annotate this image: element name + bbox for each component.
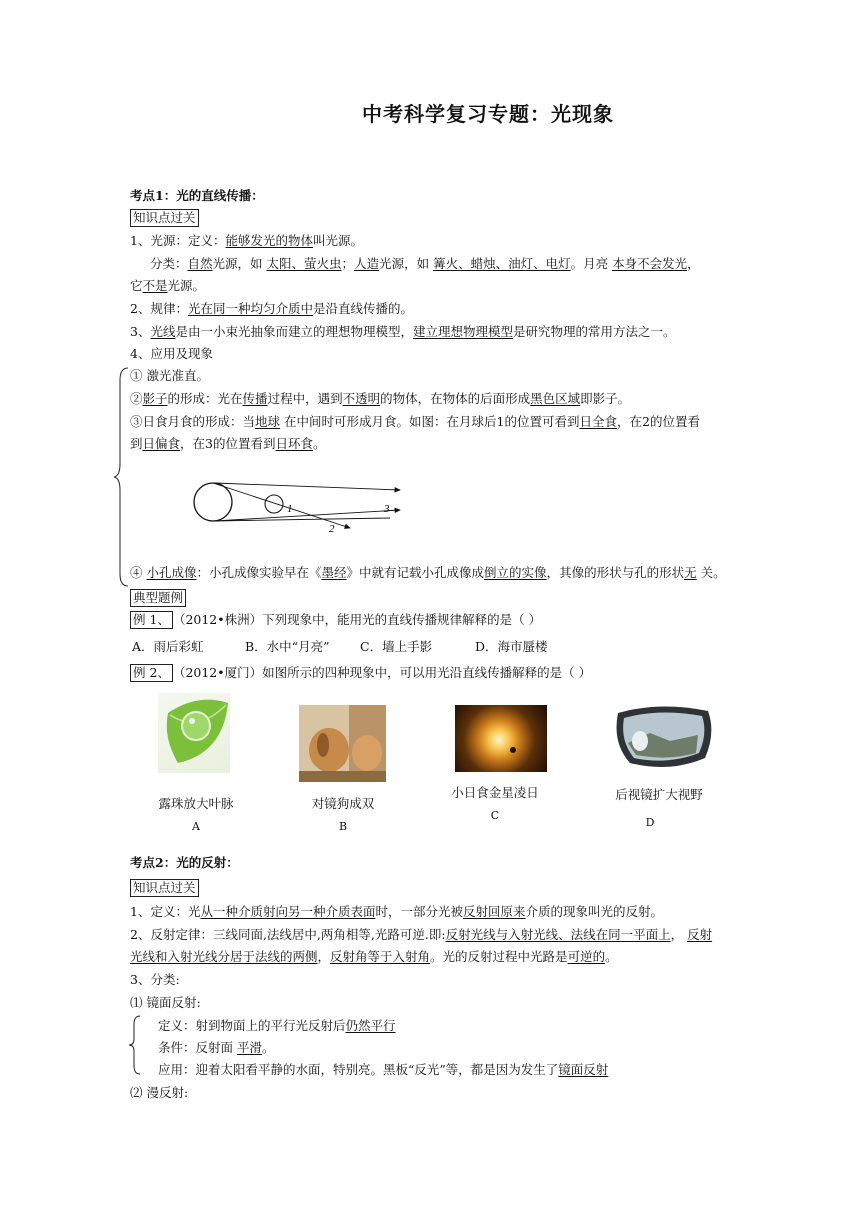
line-rule: 2、规律：光在同一种均匀介质中是沿直线传播的。: [130, 301, 413, 316]
option-b: B．水中“月亮”: [245, 639, 330, 654]
reflection-law: 2、反射定律：三线同面,法线居中,两角相等,光路可逆.即:反射光线与入射光线、法线在同一平面上， 反射: [130, 927, 713, 942]
left-brace-2: [128, 1014, 142, 1076]
reflection-law-cont: 光线和入射光线分居于法线的两侧，反射角等于入射角。光的反射过程中光路是可逆的。: [130, 949, 618, 964]
knowledge-box-label: 知识点过关: [130, 209, 199, 227]
app-shadow: ②影子的形成：光在传播过程中，遇到不透明的物体，在物体的后面形成黑色区域即影子。: [130, 391, 631, 406]
image-solar-transit: [455, 705, 547, 772]
section-2-heading: 考点2：光的反射：: [130, 855, 239, 870]
app-eclipse: ③日食月食的形成：当地球 在中间时可形成月食。如图：在月球后1的位置可看到日全食，在2的位置看: [130, 414, 700, 429]
caption-b: 对镜狗成双: [311, 796, 375, 811]
diffuse-heading: ⑵ 漫反射:: [130, 1085, 189, 1100]
app-pinhole: ④ 小孔成像：小孔成像实验早在《墨经》中就有记载小孔成像成倒立的实像，其像的形状与孔的形状无 关。: [130, 565, 726, 580]
specular-def: 定义：射到物面上的平行光反射后仍然平行: [158, 1018, 396, 1033]
option-d: D．海市蜃楼: [475, 639, 548, 654]
section-1-heading: 考点1：光的直线传播：: [130, 188, 264, 203]
reflection-classes: 3、分类:: [130, 972, 180, 987]
sun-circle: [194, 483, 232, 521]
caption-c: 小日食金星凌日: [451, 785, 539, 800]
letter-d: D: [645, 816, 655, 829]
example-box-label: 典型题例: [130, 589, 186, 607]
line-classification-cont: 它不是光源。: [130, 278, 206, 293]
letter-b: B: [338, 820, 348, 833]
image-rearview-mirror: [610, 703, 715, 773]
caption-a: 露珠放大叶脉: [158, 796, 234, 811]
line-applications: 4、应用及现象: [130, 346, 213, 361]
example-1: 例 1、 （2012•株洲）下列现象中，能用光的直线传播规律解释的是（ ）: [130, 610, 541, 630]
option-c: C．墙上手影: [360, 639, 433, 654]
line-light-source-def: 1、光源：定义：能够发光的物体叫光源。: [130, 233, 363, 248]
line-light-ray-model: 3、光线是由一小束光抽象而建立的理想物理模型，建立理想物理模型是研究物理的常用方法之一。: [130, 324, 676, 339]
letter-a: A: [192, 820, 200, 833]
specular-heading: ⑴ 镜面反射:: [130, 995, 201, 1010]
label-3: 3: [384, 503, 390, 515]
specular-application: 应用：迎着太阳看平静的水面，特别亮。黑板“反光”等，都是因为发生了镜面反射: [158, 1062, 609, 1077]
eclipse-diagram: [185, 470, 415, 540]
letter-c: C: [490, 809, 500, 822]
example-1-options: [132, 637, 548, 657]
page-title: 中考科学复习专题：光现象: [362, 102, 614, 126]
left-brace: [112, 366, 130, 588]
example-2: 例 2、 （2012•厦门）如图所示的四种现象中，可以用光沿直线传播解释的是（ ）: [130, 663, 591, 683]
reflection-def: 1、定义：光从一种介质射向另一种介质表面时，一部分光被反射回原来介质的现象叫光的反射。: [130, 904, 664, 919]
caption-d: 后视镜扩大视野: [615, 787, 703, 802]
label-1: 1: [287, 503, 293, 515]
image-dew-leaf: [158, 693, 230, 773]
line-classification: 分类：自然光源，如 太阳、萤火虫；人造光源，如 篝火、蜡烛、油灯、电灯。月亮 本身不会发光，: [150, 256, 700, 271]
option-a: A．雨后彩虹: [132, 639, 204, 654]
app-laser: ① 激光准直。: [130, 368, 209, 383]
label-2: 2: [329, 523, 335, 535]
knowledge-box-label-2: 知识点过关: [130, 879, 199, 897]
app-eclipse-cont: 到日偏食，在3的位置看到日环食。: [130, 436, 326, 451]
specular-condition: 条件：反射面 平滑。: [158, 1040, 275, 1055]
moon-circle: [265, 495, 283, 513]
image-dogs-mirror: [299, 705, 386, 782]
